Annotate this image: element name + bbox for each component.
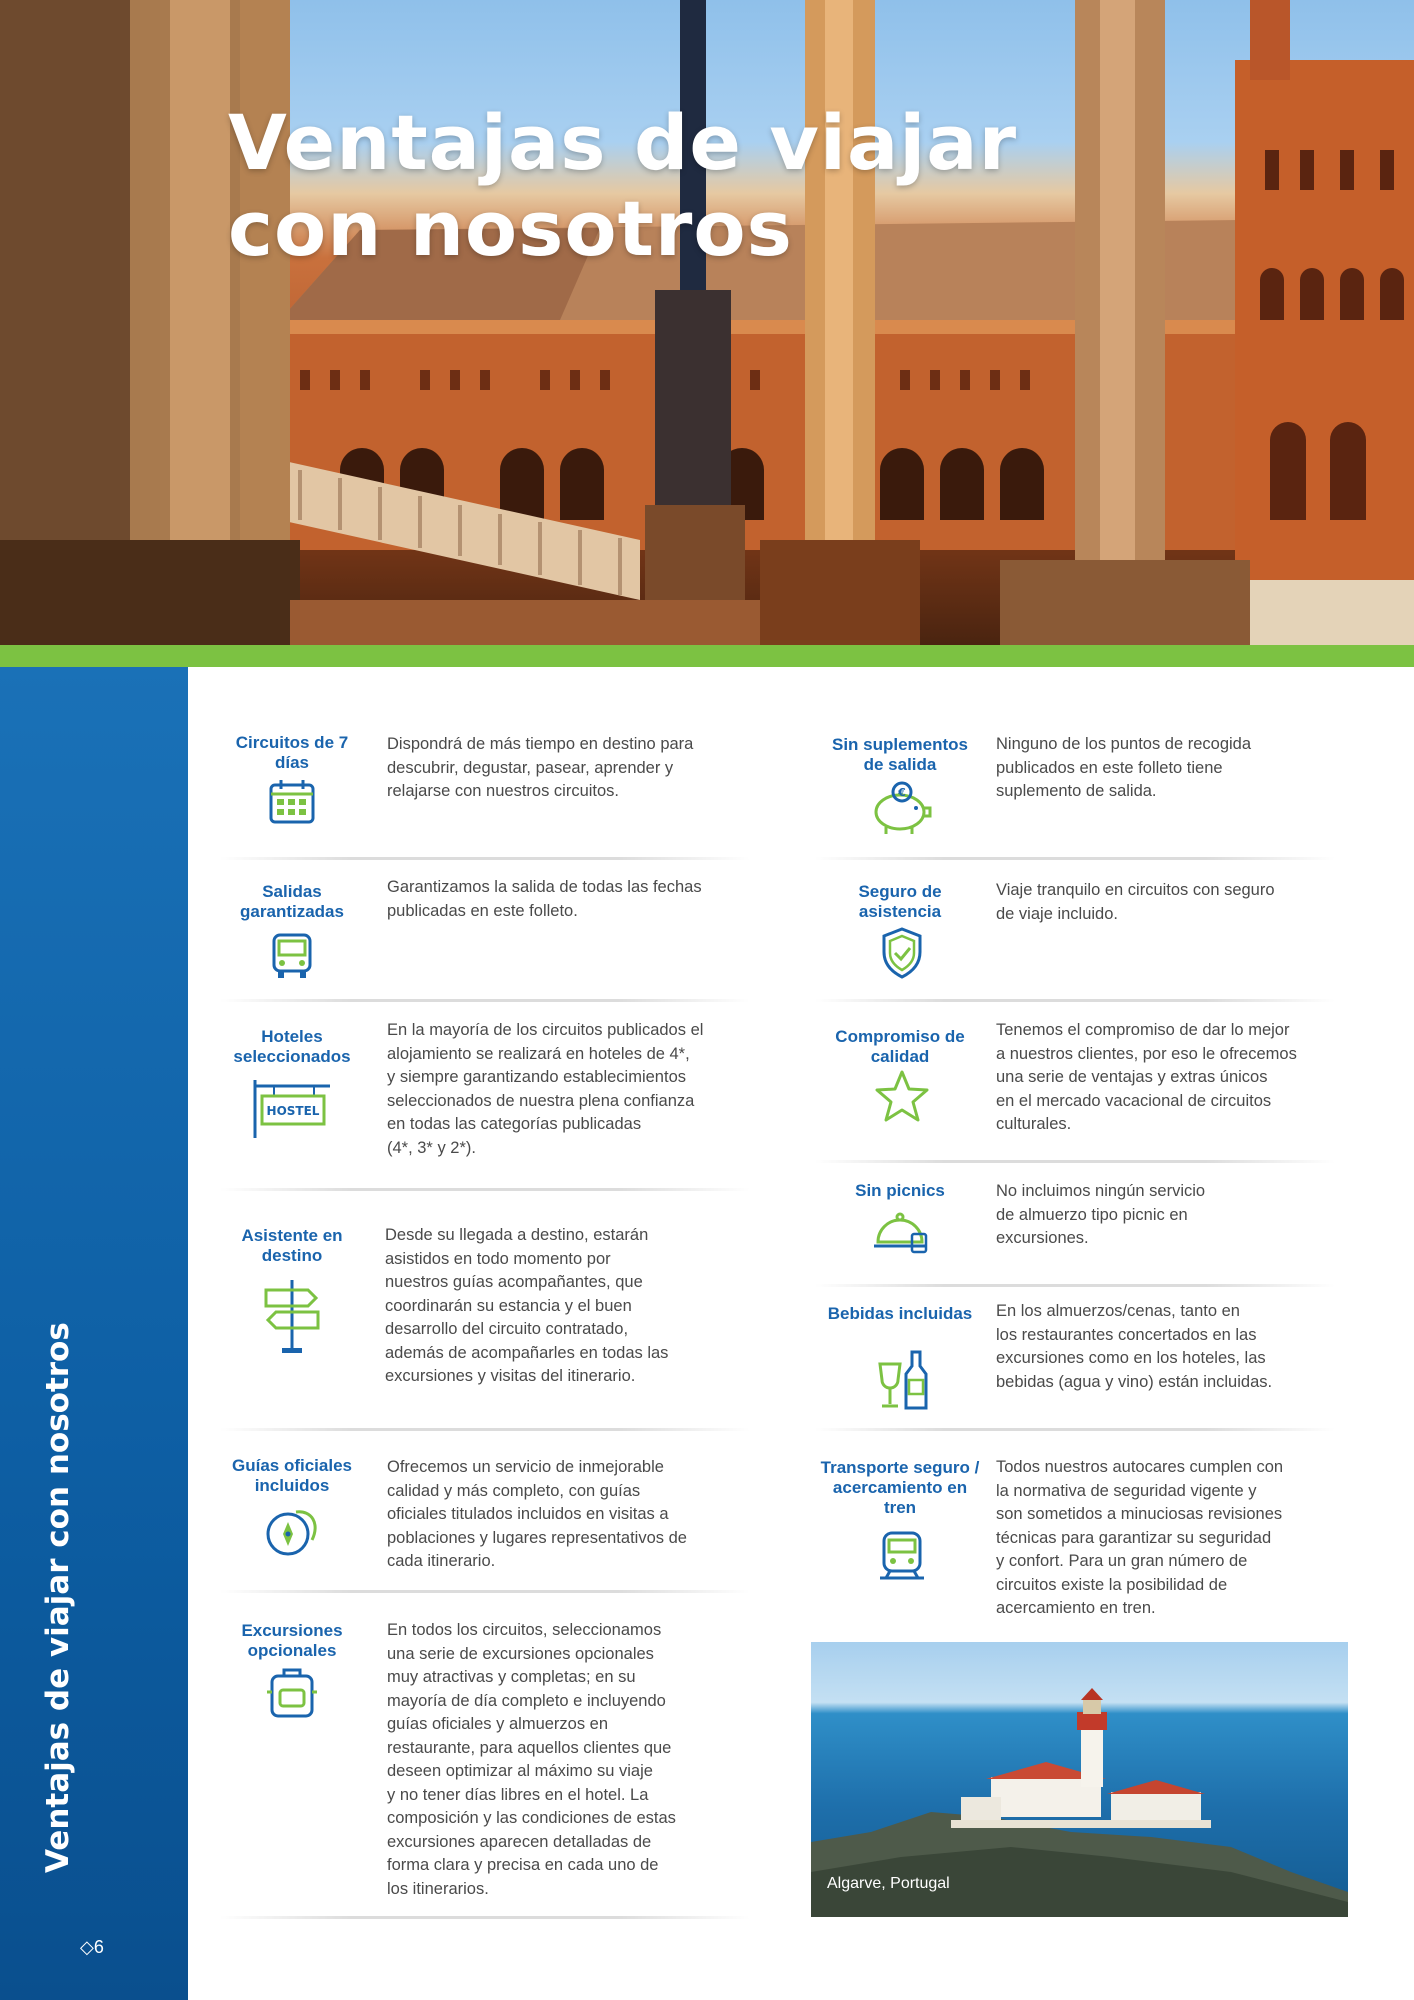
feature-label: Hoteles seleccionados [233,1027,351,1066]
page-number: ◇6 [80,1937,104,1957]
feature-description: Tenemos el compromiso de dar lo mejor a nuestros clientes, por eso le ofrecemos una serie de ventajas y extras únicos en el mercado vacacional de circuitos culturales. [996,1021,1297,1133]
feature-description: En todos los circuitos, seleccionamos una serie de excursiones opcionales muy atractivas y completas; en su mayoría de día completo e incluyendo guías oficiales y almuerzos en restaurante, para aquellos clientes que deseen optimizar al máximo su viaje y no tener días libres en el hotel. La composición y las condiciones de estas excursiones aparecen detalladas de forma clara y precisa en cada uno de los itinerarios. [387,1621,676,1898]
feature-description: Garantizamos la salida de todas las fechas publicadas en este folleto. [387,878,702,920]
green-accent-bar [0,645,1414,667]
algarve-photo [811,1642,1348,1917]
divider [220,1590,750,1593]
hero-title [228,100,1017,272]
bus-icon [270,932,314,980]
feature-description: Desde su llegada a destino, estarán asistidos en todo momento por nuestros guías acompañantes, que coordinarán su estancia y el buen desarrollo del circuito contratado, además de acompañarles en todas las excursiones y visitas del itinerario. [385,1226,669,1385]
feature-label: Transporte seguro / acercamiento en tren [820,1458,980,1517]
feature-label: Circuitos de 7 días [235,733,349,772]
feature-description: Todos nuestros autocares cumplen con la normativa de seguridad vigente y son sometidos a minuciosas revisiones técnicas para garantizar su seguridad y confort. Para un gran número de circuitos existe la posibilidad de acercamiento en tren. [996,1458,1284,1617]
drinks-icon [876,1348,930,1412]
feature-label: Salidas garantizadas [240,882,344,921]
shield-icon [880,926,924,980]
feature-description: En los almuerzos/cenas, tanto en los restaurantes concertados en las excursiones como en los hoteles, las bebidas (agua y vino) están incluidas. [996,1302,1273,1391]
svg-text:HOSTEL: HOSTEL [266,1104,320,1118]
side-title: Ventajas de viajar con nosotros [40,1322,76,1873]
hero-title-line-1: Ventajas de viajar [228,98,1018,187]
feature-description: Dispondrá de más tiempo en destino para descubrir, degustar, pasear, aprender y relajarse con nuestros circuitos. [387,735,694,800]
calendar-icon [268,778,316,826]
side-band [0,667,188,2000]
feature-description: Viaje tranquilo en circuitos con seguro de viaje incluido. [996,881,1275,923]
feature-description: Ninguno de los puntos de recogida publicados en este folleto tiene suplemento de salida. [996,735,1252,800]
feature-description: En la mayoría de los circuitos publicados el alojamiento se realizará en hoteles de 4*, y siempre garantizando establecimientos seleccionados de nuestra plena confianza en todas las categorías publicadas (4*, 3* y 2*). [387,1021,704,1157]
hostel-sign-icon [252,1078,332,1140]
signpost-icon [262,1276,322,1356]
feature-label: Excursiones opcionales [241,1621,343,1660]
divider [220,999,750,1002]
divider [815,1284,1335,1287]
divider [220,1188,750,1191]
feature-description: No incluimos ningún servicio de almuerzo tipo picnic en excursiones. [996,1182,1206,1247]
feature-label: Guías oficiales incluidos [232,1456,352,1495]
feature-label: Sin picnics [855,1181,945,1200]
divider [815,1428,1335,1431]
compass-icon [262,1504,322,1558]
feature-label: Seguro de asistencia [858,882,942,921]
piggy-bank-icon [870,780,934,836]
train-icon [878,1530,926,1582]
divider [220,1428,750,1431]
divider [220,857,750,860]
cloche-icon [872,1208,932,1258]
backpack-icon [264,1666,320,1720]
feature-label: Compromiso de calidad [835,1027,965,1066]
divider [220,1916,750,1919]
star-icon [873,1069,931,1123]
hero-image [0,0,1414,645]
divider [815,1160,1335,1163]
svg-text:€: € [898,786,906,799]
feature-label: Asistente en destino [241,1226,343,1265]
hero-title-line-2: con nosotros [228,184,793,273]
feature-label: Sin suplementos de salida [831,735,969,774]
feature-description: Ofrecemos un servicio de inmejorable calidad y más completo, con guías oficiales titulados incluidos en visitas a poblaciones y lugares representativos de cada itinerario. [387,1458,687,1570]
photo-caption: Algarve, Portugal [827,1875,950,1892]
divider [815,857,1335,860]
divider [815,999,1335,1002]
feature-label: Bebidas incluidas [827,1304,973,1323]
plaza-illustration [0,0,1414,645]
